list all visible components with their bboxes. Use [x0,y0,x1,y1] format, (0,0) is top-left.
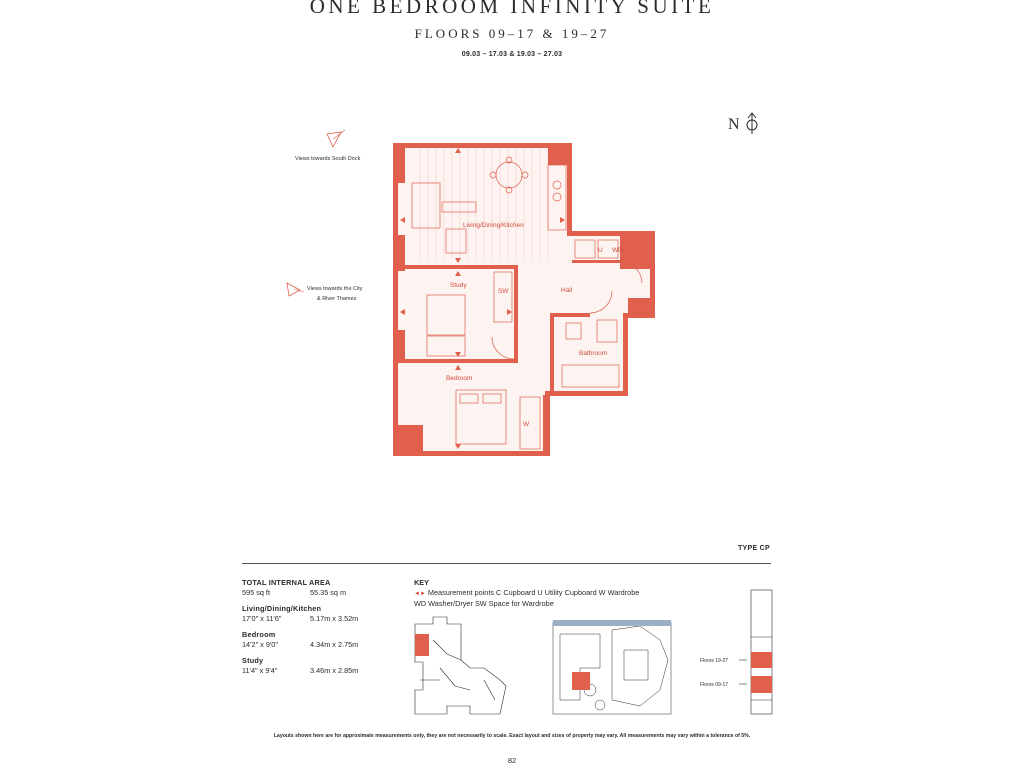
view-label-thames: & River Thames [317,296,357,302]
page-number: 82 [507,756,517,765]
site-key-plan [553,622,671,714]
room-name: Study [242,656,264,665]
total-area-row [242,588,392,598]
measurement-arrow-icon: ◄► [414,591,426,597]
key-heading: KEY [414,578,430,587]
disclaimer: Layouts shown here are for approximate measurements only, they are not necessarily to scale. Exact layout and sizes of property may vary. All measurements may vary within a tolerance of 5%. [273,733,751,739]
floor-band-lower [751,676,772,693]
total-sqft: 595 sq ft [242,588,270,597]
room-label-utility: U [598,247,603,254]
room-name: Living/Dining/Kitchen [242,604,322,613]
room-dimension [242,656,392,676]
room-dimension [242,630,392,650]
key-line-1 [414,588,694,599]
room-imperial: 14'2" x 9'0" [242,640,278,649]
area-schedule [242,578,392,682]
room-label-living: Living/Dining/Kitchen [463,222,524,229]
room-imperial: 11'4" x 9'4" [242,666,278,675]
view-label-city: Views towards the City [307,286,363,292]
room-label-wardrobe: W [523,421,530,428]
room-metric: 3.46m x 2.85m [310,666,359,675]
area-heading: TOTAL INTERNAL AREA [242,578,331,587]
view-arrow-icon [287,283,304,296]
key-line-2: WD Washer/Dryer SW Space for Wardrobe [414,599,554,608]
room-name: Bedroom [242,630,276,639]
view-arrow-icon [327,130,345,147]
site-highlight [572,672,590,690]
building-key-plan [415,617,506,714]
room-imperial: 17'0" x 11'6" [242,614,282,623]
room-metric: 4.34m x 2.75m [310,640,359,649]
floor-label-upper: Floors 19-27 [700,658,729,664]
floors-subtitle: FLOORS 09–17 & 19–27 [414,26,610,41]
north-label: N [728,116,740,133]
view-label-south-dock: Views towards South Dock [295,156,361,162]
unit-type-label: TYPE CP [737,545,770,552]
total-sqm: 55.35 sq m [310,588,347,597]
room-metric: 5.17m x 3.52m [310,614,359,623]
room-label-study: Study [450,282,467,289]
room-label-hall: Hall [561,287,573,294]
room-label-bathroom: Bathroom [579,350,608,357]
room-label-sw: SW [498,288,509,295]
divider [242,563,771,564]
unit-highlight [415,634,429,656]
room-dimension [242,604,392,624]
plan-key [414,578,694,609]
page-title: ONE BEDROOM INFINITY SUITE [309,0,715,18]
room-label-bedroom: Bedroom [446,375,473,382]
key-text-1: Measurement points C Cupboard U Utility Cupboard W Wardrobe [427,588,640,597]
floor-label-lower: Floors 09-17 [700,682,729,688]
flat-numbers: 09.03 – 17.03 & 19.03 – 27.03 [461,51,563,58]
floor-band-upper [751,652,772,668]
room-label-washer: WD [612,247,623,254]
